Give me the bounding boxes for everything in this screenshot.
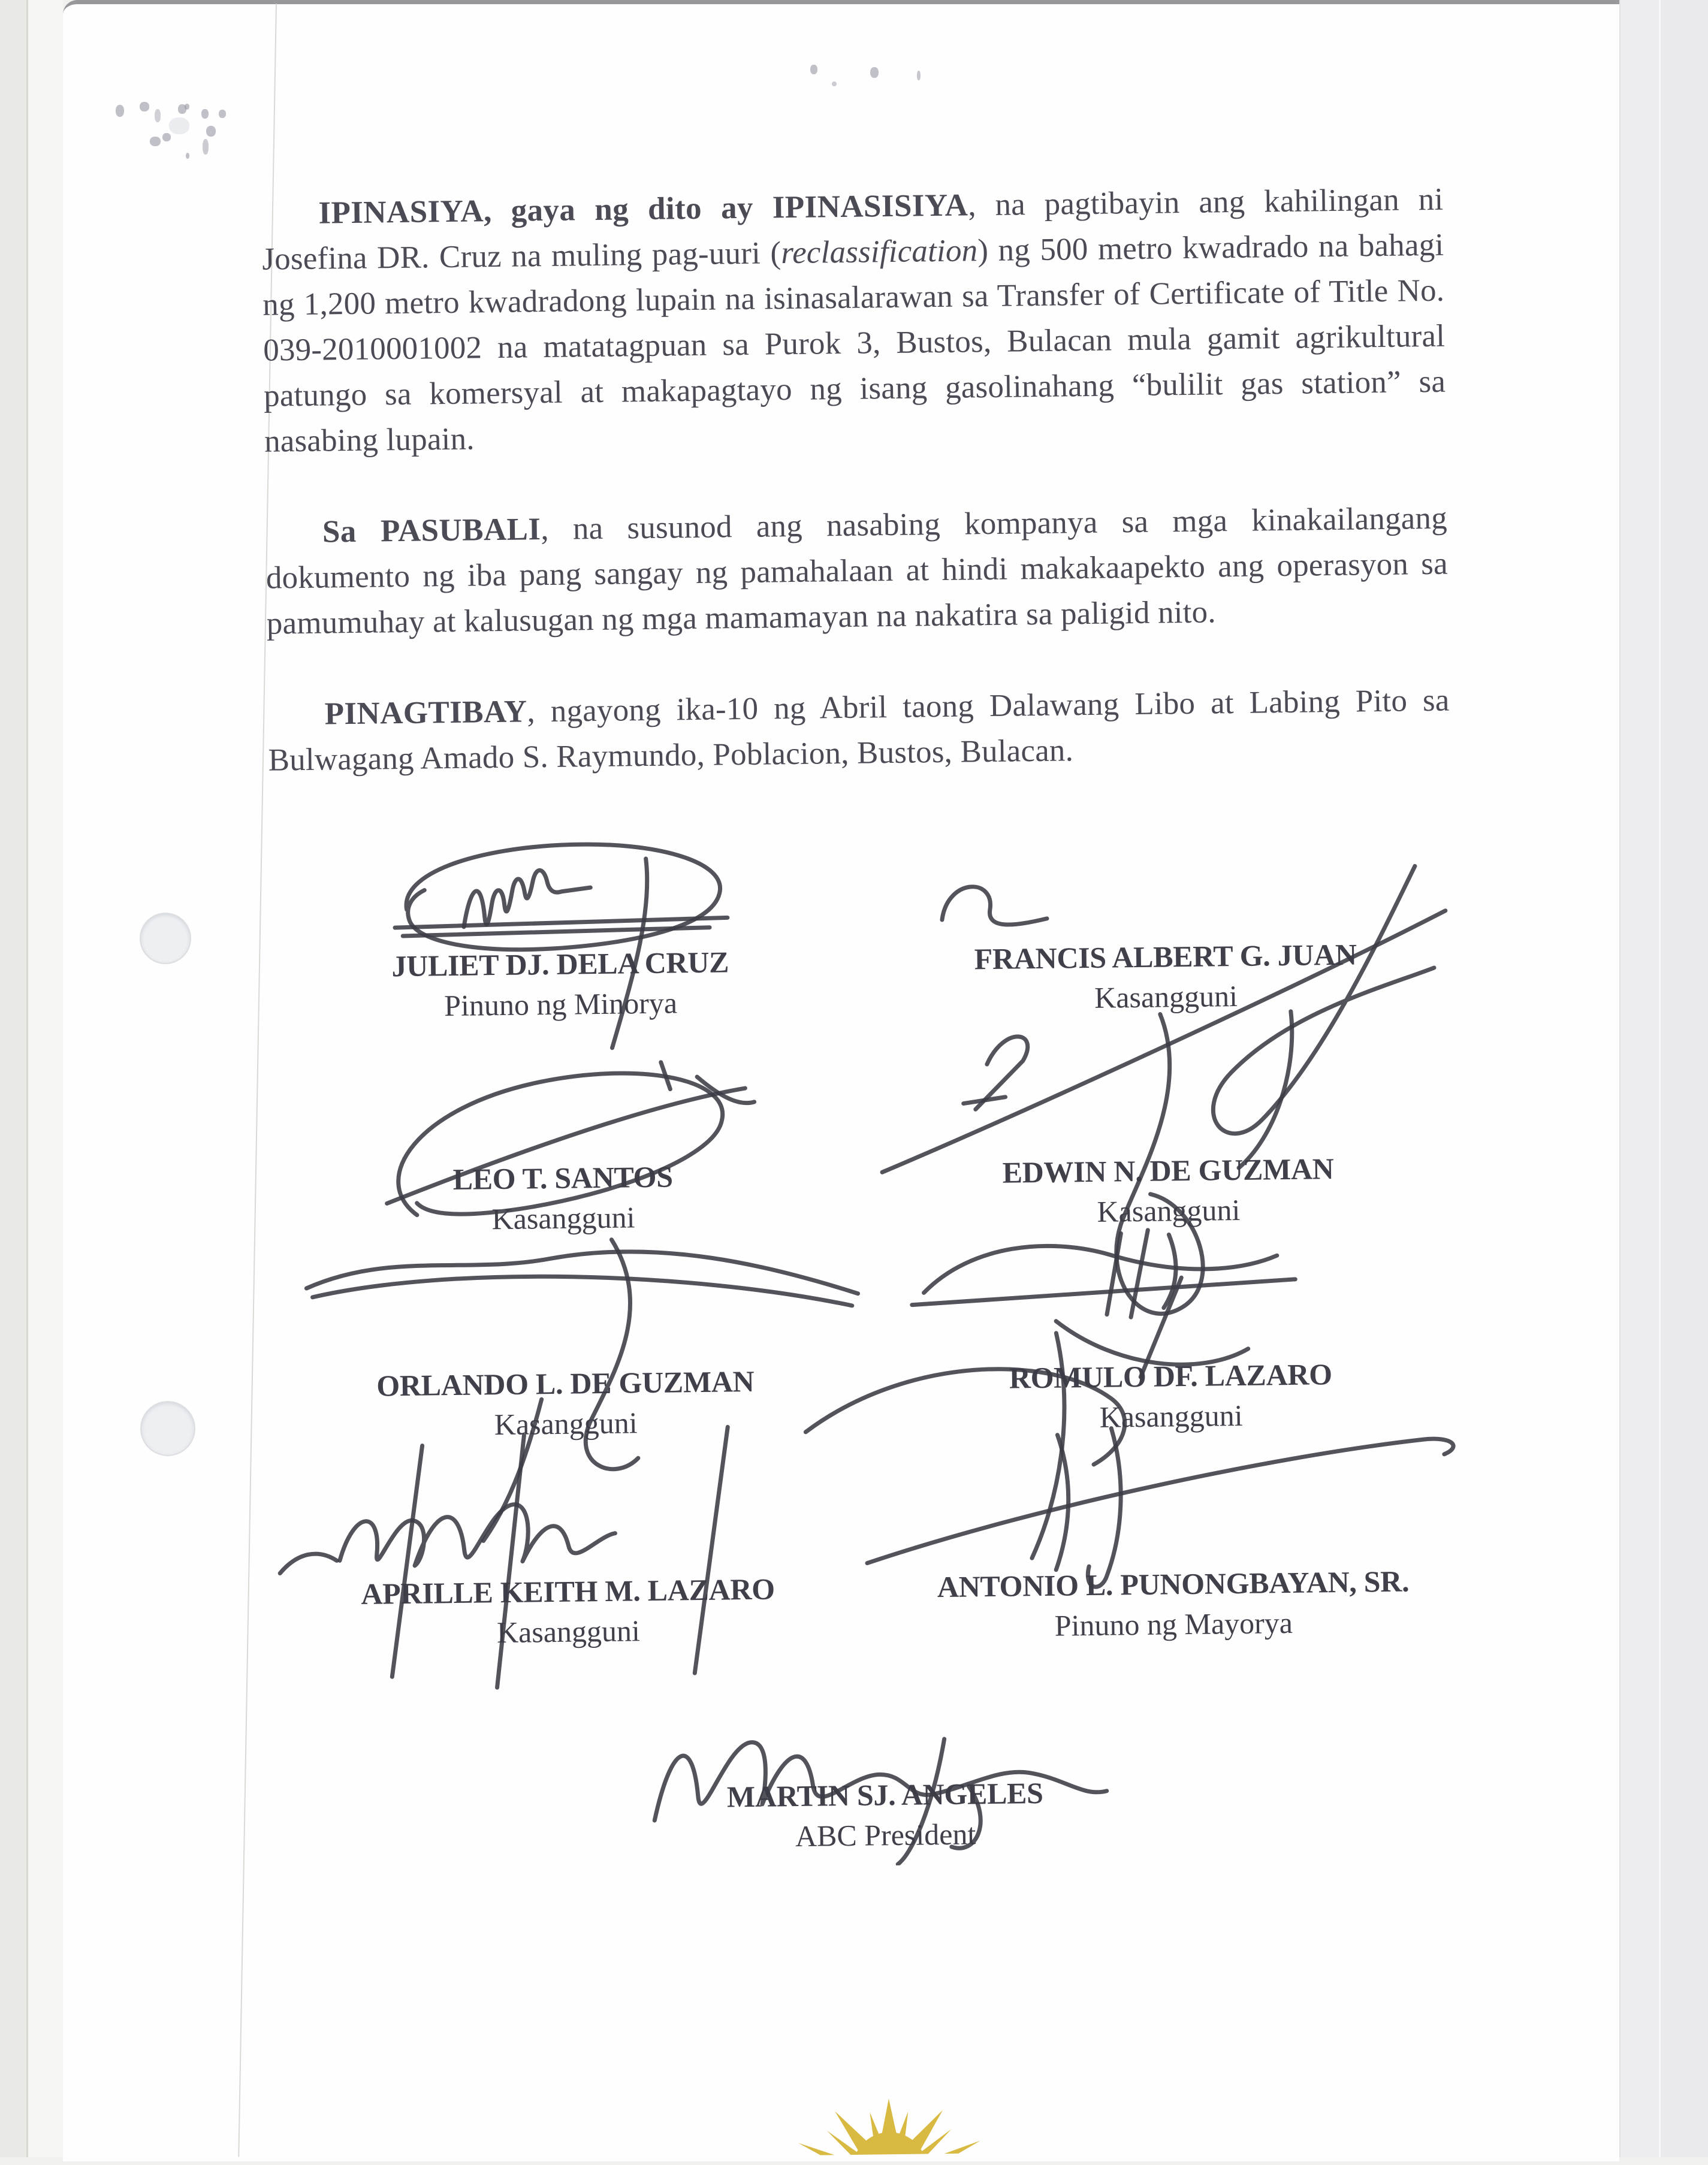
- signature-block: [903, 1562, 1443, 1645]
- signatory-name: FRANCIS ALBERT G. JUAN: [974, 937, 1357, 976]
- signatory-title: Pinuno ng Mayorya: [1054, 1605, 1293, 1642]
- signature-ink-aprille: [272, 1420, 790, 1696]
- paragraph-proviso: Sa PASUBALI, na susunod ang nasabing kompanya sa mga kinakailangang dokumento ng iba pang sangay ng pamahalaan at hindi makakaapekto ang operasyon sa pamumuhay at kalusugan ng mga mamamayan na nakatira sa paligid nito.: [265, 500, 1449, 641]
- signature-block: [615, 1773, 1155, 1856]
- signatory-name: APRILLE KEITH M. LAZARO: [361, 1572, 775, 1611]
- bold-lead: IPINASIYA, gaya ng dito ay IPINASISIYA: [318, 188, 968, 231]
- signatory-title: Kasangguni: [1094, 979, 1238, 1014]
- signatory-title: Kasangguni: [491, 1200, 635, 1236]
- signatory-name: ORLANDO L. DE GUZMAN: [376, 1364, 755, 1403]
- body-text: [261, 177, 1451, 829]
- signature-block: [298, 1569, 838, 1653]
- signature-block: [898, 1149, 1438, 1232]
- signatory-title: Kasangguni: [1099, 1398, 1243, 1434]
- signatory-name: ROMULO DF. LAZARO: [1009, 1357, 1333, 1395]
- bold-lead: PINAGTIBAY: [324, 694, 527, 732]
- signatory-name: JULIET DJ. DELA CRUZ: [391, 945, 729, 983]
- italic-term: reclassification: [780, 233, 978, 271]
- signatory-name: LEO T. SANTOS: [452, 1160, 674, 1196]
- signatory-title: ABC President: [795, 1817, 976, 1853]
- bold-lead: Sa PASUBALI: [322, 512, 541, 549]
- paragraph-resolution: IPINASIYA, gaya ng dito ay IPINASISIYA, na pagtibayin ang kahilingan ni Josefina DR. Cruz na muling pag-uuri (reclassification) ng 500 metro kwadrado na bahagi ng 1,200 metro kwadradong lupain na isinasalarawan sa Transfer of Certificate of Title No. 039-2010001002 na matatagpuan sa Purok 3, Bustos, Bulacan mula gamit agrikultural patungo sa komersyal at makapagtayo ng isang gasolinahang “bulilit gas station” sa nasabing lupain.: [262, 182, 1446, 459]
- signatory-title: Kasangguni: [1097, 1192, 1241, 1228]
- signatory-name: MARTIN SJ. ANGELES: [726, 1776, 1043, 1814]
- paragraph-adoption: PINAGTIBAY, ngayong ika-10 ng Abril taong Dalawang Libo at Labing Pito sa Bulwagang Amado S. Raymundo, Poblacion, Bustos, Bulacan.: [268, 683, 1450, 778]
- signatory-title: Kasangguni: [496, 1614, 641, 1650]
- signatory-title: Kasangguni: [494, 1406, 638, 1442]
- signature-block: [290, 942, 830, 1025]
- signatory-name: ANTONIO L. PUNONGBAYAN, SR.: [937, 1564, 1410, 1604]
- signatory-title: Pinuno ng Minorya: [443, 986, 678, 1023]
- philippine-sun-icon: [793, 2096, 985, 2155]
- signature-block: [901, 1354, 1441, 1438]
- signature-block: [293, 1156, 833, 1239]
- signature-block: [295, 1361, 835, 1445]
- signature-block: [895, 935, 1435, 1018]
- signatory-name: EDWIN N. DE GUZMAN: [1002, 1152, 1334, 1189]
